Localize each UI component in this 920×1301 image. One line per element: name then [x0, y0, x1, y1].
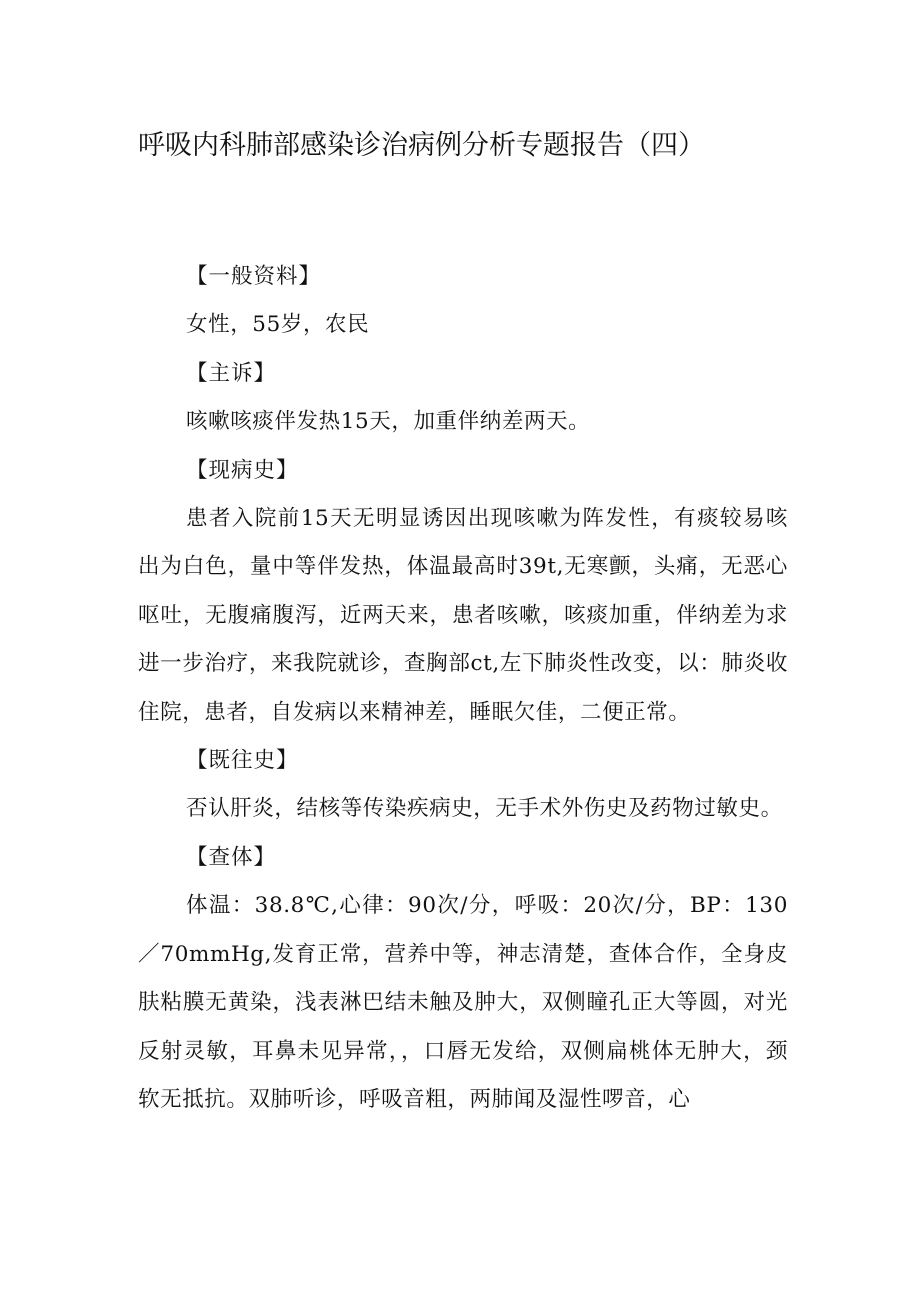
- section-heading-general: 【一般资料】: [186, 264, 322, 289]
- section-heading-present-history: 【现病史】: [186, 457, 299, 483]
- section-text-physical-exam: 体温：38.8℃,心律：90次/分，呼吸：20次/分，BP：130／70mmHg,发育正常，营养中等，神志清楚，查体合作，全身皮肤粘膜无黄染，浅表淋巴结未触及肿大，双侧瞳孔正大等圆，对光反射灵敏，耳鼻未见异常，，口唇无发给，双侧扁桃体无肿大，颈软无抵抗。双肺听诊，呼吸音粗，两肺闻及湿性啰音，心: [138, 893, 788, 1112]
- section-heading-physical-exam: 【查体】: [186, 844, 277, 870]
- document-title: 呼吸内科肺部感染诊治病例分析专题报告（四）: [138, 130, 705, 161]
- section-text-present-history: 患者入院前15天无明显诱因出现咳嗽为阵发性，有痰较易咳出为白色，量中等伴发热，体温最高时39t,无寒颤，头痛，无恶心呕吐，无腹痛腹泻，近两天来，患者咳嗽，咳痰加重，伴纳差为求进一步治疗，来我院就诊，查胸部ct,左下肺炎性改变，以：肺炎收住院，患者，自发病以来精神差，睡眠欠佳，二便正常。: [138, 506, 788, 725]
- section-text-complaint: 咳嗽咳痰伴发热15天，加重伴纳差两天。: [186, 409, 591, 435]
- section-text-past-history: 否认肝炎，结核等传染疾病史，无手术外伤史及药物过敏史。: [186, 796, 783, 822]
- document-body: [138, 253, 788, 1124]
- section-heading-complaint: 【主诉】: [186, 360, 277, 386]
- section-heading-past-history: 【既往史】: [186, 748, 299, 774]
- section-text-general: 女性，55岁，农民: [186, 312, 370, 338]
